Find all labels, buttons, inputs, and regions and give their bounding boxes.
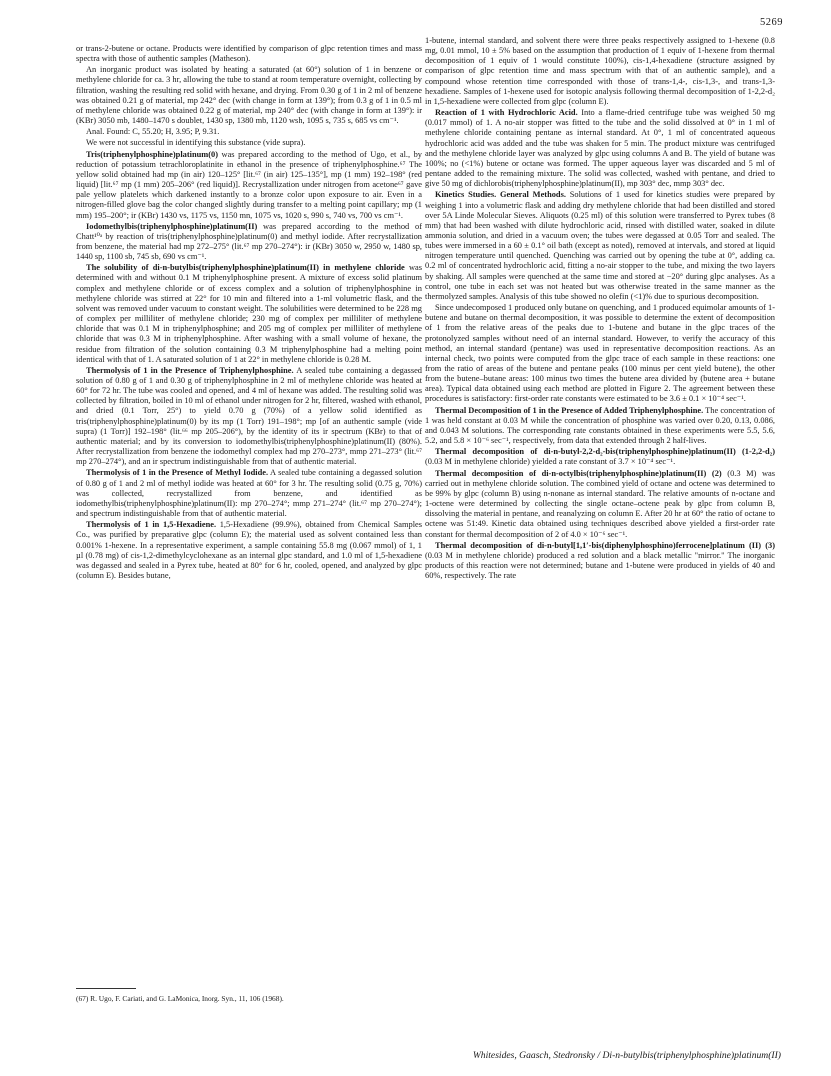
paragraph-text: (0.03 M in methylene chloride) produced a red solution and a black metallic "mirror." The inorganic products of this reaction were not determined; butane and 1-butene were produced in yields of 40 and 60%, respectively. The rate (425, 550, 775, 581)
paragraph (76, 366, 422, 468)
page-number: 5269 (760, 17, 783, 28)
section-heading: Thermal decomposition of di-n-butyl-2,2-d₂-bis(triphenylphosphine)platinum(II) (1-2,2-d₂) (435, 447, 775, 457)
paragraph (76, 468, 422, 519)
paragraph-text: 1,5-Hexadiene (99.9%), obtained from Chemical Samples Co., was purified by preparative glpc (column E); the material used as solvent contained less than 0.001% 1-hexene. In a representative experiment, a sample containing 55.8 mg (0.067 mmol) of 1, 1 µl (0.78 mg) of cis-1,2-dimethylcyclohexane as an internal glpc standard, and 1.0 ml of 1,5-hexadiene was degassed and sealed in a Pyrex tube, heated at 80° for 6 hr, cooled, opened, and analyzed by glpc (column E). Besides butane, (76, 520, 422, 580)
paragraph (425, 469, 775, 540)
footnote: (67) R. Ugo, F. Cariati, and G. LaMonica, Inorg. Syn., 11, 106 (1968). (76, 994, 284, 1003)
section-heading: Tris(triphenylphosphine)platinum(0) (86, 149, 219, 159)
paragraph-text: was prepared according to the method of Ugo, et al., by reduction of potassium tetrachloroplatinite in ethanol in the presence of triphenylphosphine.⁶⁷ The yellow solid obtained had mp (in air) 120–125° [lit.⁶⁷ (in air) 125–135°], mp (1 mm) 192–198° (red liquid) [lit.⁶⁷ mp (1 mm) 205–206° (red liquid)]. Recrystallization under nitrogen from acetone⁶⁷ gave pale yellow platelets which darkened instantly to a bronze color upon exposure to air. Even in a nitrogen-filled glove bag the color changed slightly during transfer to a melting point capillary; mp (1 mm) 195–200°; ir (KBr) 1430 vs, 1175 vs, 1150 mn, 1075 vs, 1020 s, 990 s, 740 vs, 700 vs cm⁻¹. (76, 149, 422, 220)
paragraph (76, 65, 422, 126)
section-heading: Reaction of 1 with Hydrochloric Acid. (435, 108, 578, 118)
paragraph (425, 190, 775, 302)
section-heading: Kinetics Studies. General Methods. (435, 190, 566, 200)
paragraph-text: was prepared according to the method of Chatt¹⁰ᵃ by reaction of tris(triphenylphosphine)platinum(0) and methyl iodide. After recrystallization from benzene, the material had mp 272–275° (lit.⁶⁷ mp 270–274°): ir (KBr) 3050 w, 2950 w, 1480 sp, 1440 sp, 1100 sb, 745 sb, 690 vs cm⁻¹. (76, 221, 422, 262)
paragraph (76, 127, 422, 137)
paragraph-text: was determined with and without 0.1 M triphenylphosphine present. A mixture of excess solid platinum complex and methylene chloride or of excess complex and a solution of triphenylphosphine in methylene chloride was stirred at 22° for 10 min and filtered into a 1-ml volumetric flask, and the solvent was removed under vacuum to constant weight. The solubilities were determined to be 228 mg of complex per milliliter of methylene chloride; 230 mg of complex per milliliter of methylene chloride that was 0.1 M in triphenylphosphine; and 205 mg of complex per milliliter of methylene chloride that was 0.3 M in triphenylphosphine. After washing with a small volume of hexane, the residue from filtration of the solution containing 0.3 M triphenylphosphine had a melting point identical with that of 1. A saturated solution of 1 at 22° in methylene chloride is 0.28 M. (76, 263, 422, 364)
paragraph-text: 1-butene, internal standard, and solvent there were three peaks respectively assigned to 1-hexene (0.8 mg, 0.01 mmol, 10 ± 5% based on the assumption that production of 1 equiv of 1-hexene from thermal decomposition of 1 equiv of 1 would constitute 100%), cis-1,4-hexadiene (structure assigned by comparison of glpc retention time and mass spectrum with that of an authentic sample), and a compound whose retention time corresponded with those of trans-1,4-, cis-1,3-, and trans-1,3-hexadiene. Samples of 1-hexene used for isotopic analysis following thermal decomposition of 1-2,2-d₂ in 1,5-hexadiene were collected from glpc (column E). (425, 36, 775, 106)
paragraph (76, 222, 422, 263)
footnote-divider (76, 988, 136, 989)
paragraph (425, 406, 775, 447)
paragraph (76, 138, 422, 148)
paragraph-text: Anal. Found: C, 55.20; H, 3.95; P, 9.31. (86, 127, 220, 137)
paragraph (425, 541, 775, 582)
section-heading: Thermal Decomposition of 1 in the Presence of Added Triphenylphosphine. (435, 405, 704, 415)
paragraph (425, 108, 775, 189)
paragraph-text: We were not successful in identifying this substance (vide supra). (86, 138, 306, 148)
section-heading: The solubility of di-n-butylbis(triphenylphosphine)platinum(II) in methylene chloride (86, 263, 405, 273)
paragraph-text: An inorganic product was isolated by heating a saturated (at 60°) solution of 1 in benzene or methylene chloride for ca. 3 hr, allowing the tube to stand at room temperature overnight, collecting by filtration, washing the resulting red solid with hexane, and drying. From 0.30 g of 1 in 2 ml of benzene was obtained 0.21 g of material, mp 242° dec (with change in form at 139°); from 0.3 g of 1 in 0.5 ml of methylene chloride was obtained 0.22 g of material, mp 240° dec (with change in form at 139°): ir (KBr) 3050 mb, 1480–1470 s doublet, 1430 sp, 1380 mb, 1120 wsh, 1095 s, 735 s, 685 vs cm⁻¹. (76, 65, 422, 126)
right-column (425, 36, 775, 582)
paragraph-text: Into a flame-dried centrifuge tube was weighed 50 mg (0.017 mmol) of 1. A no-air stopper was fitted to the tube and the solid dissolved at 0° in 1 ml of methylene chloride containing pentane as internal standard. At 0°, 1 ml of concentrated aqueous hydrochloric acid was added and the tube was shaken for 5 min. The product mixture was centrifuged and the methylene chloride layer was analyzed by glpc using columns A and B. The yield of butane was 100%; no (<1%) butene or octane was formed. The upper aqueous layer was discarded and 5 ml of pentane added to the remaining mixture. The solid was collected, washed with pentane, and dried to give 50 mg of dichlorobis(triphenylphosphine)platinum(II), mp 303° dec, mmp 303° dec. (425, 108, 776, 189)
paragraph (425, 447, 775, 467)
paragraph-text: The concentration of 1 was held constant at 0.03 M while the concentration of phosphine was varied over 0.20, 0.13, 0.086, and 0.043 M solutions. The corresponding rate constants obtained in these experiments were 5.5, 5.6, 5.2, and 5.8 × 10⁻⁶ sec⁻¹, respectively, from data that extended through 2 half-lives. (425, 405, 775, 446)
paragraph-text: A sealed tube containing a degassed solution of 0.80 g of 1 and 2 ml of methyl iodide was heated at 60° for 3 hr. The resulting solid (0.75 g, 70%) was collected, recrystallized from benzene, and identified as iodomethylbis(triphenylphosphine)platinum(II): mp 270–274°; mmp 271–274° (lit.⁶⁷ mp 270–274°); and spectrum indistinguishable from that of authentic material. (76, 468, 422, 519)
paragraph-text: (0.3 M) was carried out in methylene chloride solution. The combined yield of octane and octene was determined to be 99% by glpc (column B) using n-nonane as internal standard. The relative amounts of n-octane and 1-octene were determined by collecting the single octane–octene peak by glpc from column B, dissolving the material in pentane, and reanalyzing on column E. After 20 hr at 60° the ratio of octane to octene was 51:49. Kinetic data obtained using techniques described above yielded a first-order rate constant for thermal decomposition of 2 of 4.0 × 10⁻⁶ sec⁻¹. (425, 468, 775, 539)
paragraph-text: Since undecomposed 1 produced only butane on quenching, and 1 produced equimolar amounts of 1-butene and butane on thermal decomposition, it was possible to determine the extent of decomposition of 1 from the relative areas of the peaks due to 1-butene and butane in the glpc traces of the protonolyzed samples without need of an internal standard. However, to verify the accuracy of this method, an internal standard (pentane) was used in representative decomposition reactions. As an internal check, two points were computed from the glpc trace of each sample in these reactions: one from the ratio of areas of the butene and pentane peaks (100 minus per cent yield butene), the other from the butene–butane areas: 100 minus two times the butene area divided by (butene area + butane area). Typical data obtained using each method are plotted in Figure 2. The agreement between these procedures is satisfactory: first-order rate constants were estimated to be 3.6 ± 0.1 × 10⁻⁴ sec⁻¹. (425, 303, 775, 404)
paragraph (425, 36, 775, 107)
section-heading: Thermolysis of 1 in 1,5-Hexadiene. (86, 520, 217, 530)
section-heading: Thermal decomposition of di-n-octylbis(triphenylphosphine)platinum(II) (2) (435, 468, 722, 478)
paragraph-text: (0.03 M in methylene chloride) yielded a rate constant of 3.7 × 10⁻⁴ sec⁻¹. (425, 457, 676, 467)
section-heading: Iodomethylbis(triphenylphosphine)platinum(II) (86, 221, 258, 231)
paragraph-text: or trans-2-butene or octane. Products were identified by comparison of glpc retention times and mass spectra with those of authentic samples (Matheson). (76, 44, 422, 64)
paragraph (76, 263, 422, 365)
paragraph (425, 303, 775, 405)
paragraph (76, 44, 422, 64)
paragraph (76, 150, 422, 221)
running-footer: Whitesides, Gaasch, Stedronsky / Di-n-butylbis(triphenylphosphine)platinum(II) (472, 1050, 781, 1061)
section-heading: Thermolysis of 1 in the Presence of Triphenylphosphine. (86, 365, 294, 375)
section-heading: Thermolysis of 1 in the Presence of Methyl Iodide. (86, 468, 269, 478)
section-heading: Thermal decomposition of di-n-butyl[1,1′-bis(diphenylphosphino)ferrocene]platinum (II) (3) (435, 540, 775, 550)
left-column (76, 44, 422, 582)
paragraph-text: Solutions of 1 used for kinetics studies were prepared by weighing 1 into a volumetric flask and adding dry methylene chloride that had been distilled and stored over 5A Linde Molecular Sieves. Aliquots (0.25 ml) of this solution were transferred to Pyrex tubes (8 mm) that had been washed with dilute hydrochloric acid, rinsed with distilled water, soaked in dilute ammonia solution, and dried in a vacuum oven; the tubes were degassed at 0.05 Torr and sealed. The tubes were immersed in a 60 ± 0.1° oil bath (except as noted), removed at intervals, and stored at liquid nitrogen temperature until quenched. Quenching was carried out by opening the tube at 0°, adding ca. 0.2 ml of concentrated hydrochloric acid, fitting a no-air stopper to the tube, and mixing the two layers by shaking. All samples were quenched at the same time and stored at −20° during glpc analyses. As a control, one tube in each set was not heated but was otherwise treated in the same manner as the thermolyzed samples. Analysis of this tube showed no olefin (<1)% due to spurious decomposition. (425, 190, 775, 301)
paragraph-text: A sealed tube containing a degassed solution of 0.80 g of 1 and 0.30 g of triphenylphosphine in 2 ml of methylene chloride was heated at 60° for 72 hr. The tube was cooled and opened, and 4 ml of hexane was added. The resulting solid was collected by filtration, boiled in 10 ml of ethanol under nitrogen for 2 hr, filtered, washed with ethanol, and dried (0.1 Torr, 25°) to yield 0.70 g (70%) of a yellow solid identified as tris(triphenylphosphine)platinum(0) by its mp (1 Torr) 191–198°; mp [of an authentic sample (vide supra) (1 Torr)] 192–198° (lit.⁶⁶ mp 205–206°), by the identity of its ir spectrum (KBr) to that of authentic material; and by its conversion to iodomethylbis(triphenylphosphine)platinum(II) (80%). After recrystallization from benzene the iodomethyl complex had mp 270–273°, mmp 271–273° (lit.⁶⁷ mp 270–274°), and an ir spectrum indistinguishable from that of authentic material. (76, 365, 422, 467)
paragraph (76, 520, 422, 581)
